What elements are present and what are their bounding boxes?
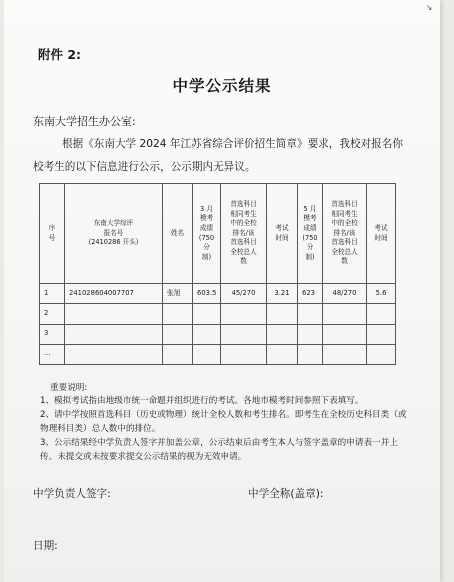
attachment-label: 附件 2: [38,47,82,62]
cell-mock3-score: 603.5 [193,284,221,304]
cell-mock5-score: 623 [298,284,323,304]
header-mock3-score: 3 月 模考 成绩 (750 分 制) [193,184,221,284]
cell-mock3-rank [221,324,267,344]
cell-reg-no [65,324,163,344]
date-label: 日期: [33,540,58,552]
addressee: 东南大学招生办公室: [33,115,136,128]
header-mock5-rank: 首选科目 相同考生 中的全校 排名/该 首选科目 全校总人 数 [323,184,367,284]
cell-mock5-time [367,304,396,324]
note-item-1: 1、模拟考试指由地级市统一命题并组织进行的考试。各地市模考时间参照下表填写。 [40,396,364,406]
table-row [40,324,396,344]
cell-mock5-time [367,344,396,364]
note-item-2: 2、请中学按照首选科目（历史或物理）统计全校人数和考生排名。即考生在全校历史科目类（或物理科目类）总人数中的排位。 [40,410,407,434]
cell-mock3-rank: 45/270 [221,284,267,304]
cell-mock3-rank [221,304,267,324]
header-reg-no: 东南大学综评 报名号 (2410286 开头) [65,184,163,284]
cell-seq: 1 [40,284,65,304]
cell-mock5-rank [323,344,367,364]
cell-name: 张旭 [163,284,193,304]
cell-mock5-score [298,324,323,344]
table-row [40,284,396,304]
table-row [40,344,396,364]
cell-mock5-rank: 48/270 [323,284,367,304]
note-item-3: 3、公示结果经中学负责人签字并加盖公章，公示结束后由考生本人与签字盖章的申请表一并上传。未提交或未按要求提交公示结果的视为无效申请。 [40,438,398,462]
cell-seq: 2 [40,304,65,324]
header-name: 姓名 [163,184,193,284]
cell-mock3-rank [221,344,267,364]
page-title: 中学公示结果 [172,77,272,95]
cell-mock3-time: 3.21 [267,284,298,304]
document-page [4,0,440,582]
header-mock3-rank: 首选科目 相同考生 中的全校 排名/该 首选科目 全校总人 数 [221,184,267,284]
cell-mock3-time [267,344,298,364]
cell-reg-no [65,304,163,324]
cell-mock3-score [193,304,221,324]
header-mock3-time: 考试 时间 [267,184,298,284]
cell-mock5-rank [323,324,367,344]
header-mock5-score: 5 月 模考 成绩 (750 分 制) [298,184,323,284]
school-stamp-label: 中学全称(盖章): [248,488,324,500]
cell-mock5-time: 5.6 [367,284,396,304]
cell-mock3-time [267,324,298,344]
cell-name [163,344,193,364]
results-table [39,183,396,365]
cell-seq: 3 [40,324,65,344]
header-mock5-time: 考试 时间 [367,184,396,284]
cell-name [163,304,193,324]
cell-reg-no [65,344,163,364]
cell-mock5-score [298,304,323,324]
cell-mock5-time [367,324,396,344]
body-paragraph-line-2: 校考生的以下信息进行公示，公示期内无异议。 [33,161,256,173]
principal-signature-label: 中学负责人签字: [33,488,111,500]
cell-reg-no: 241028604007707 [65,284,163,304]
cell-mock5-score [298,344,323,364]
cell-mock3-score [193,344,221,364]
header-seq: 序 号 [40,184,65,284]
notes-title: 重要说明: [50,383,88,393]
cell-seq: ... [40,344,65,364]
body-paragraph-line-1: 根据《东南大学 2024 年江苏省综合评价招生简章》要求，我校对报名你 [62,138,403,150]
cell-mock3-time [267,304,298,324]
table-row [40,304,396,324]
cell-name [163,324,193,344]
corner-mark-icon: ↘ [425,3,433,12]
table-header-row [40,184,396,284]
cell-mock3-score [193,324,221,344]
cell-mock5-rank [323,304,367,324]
